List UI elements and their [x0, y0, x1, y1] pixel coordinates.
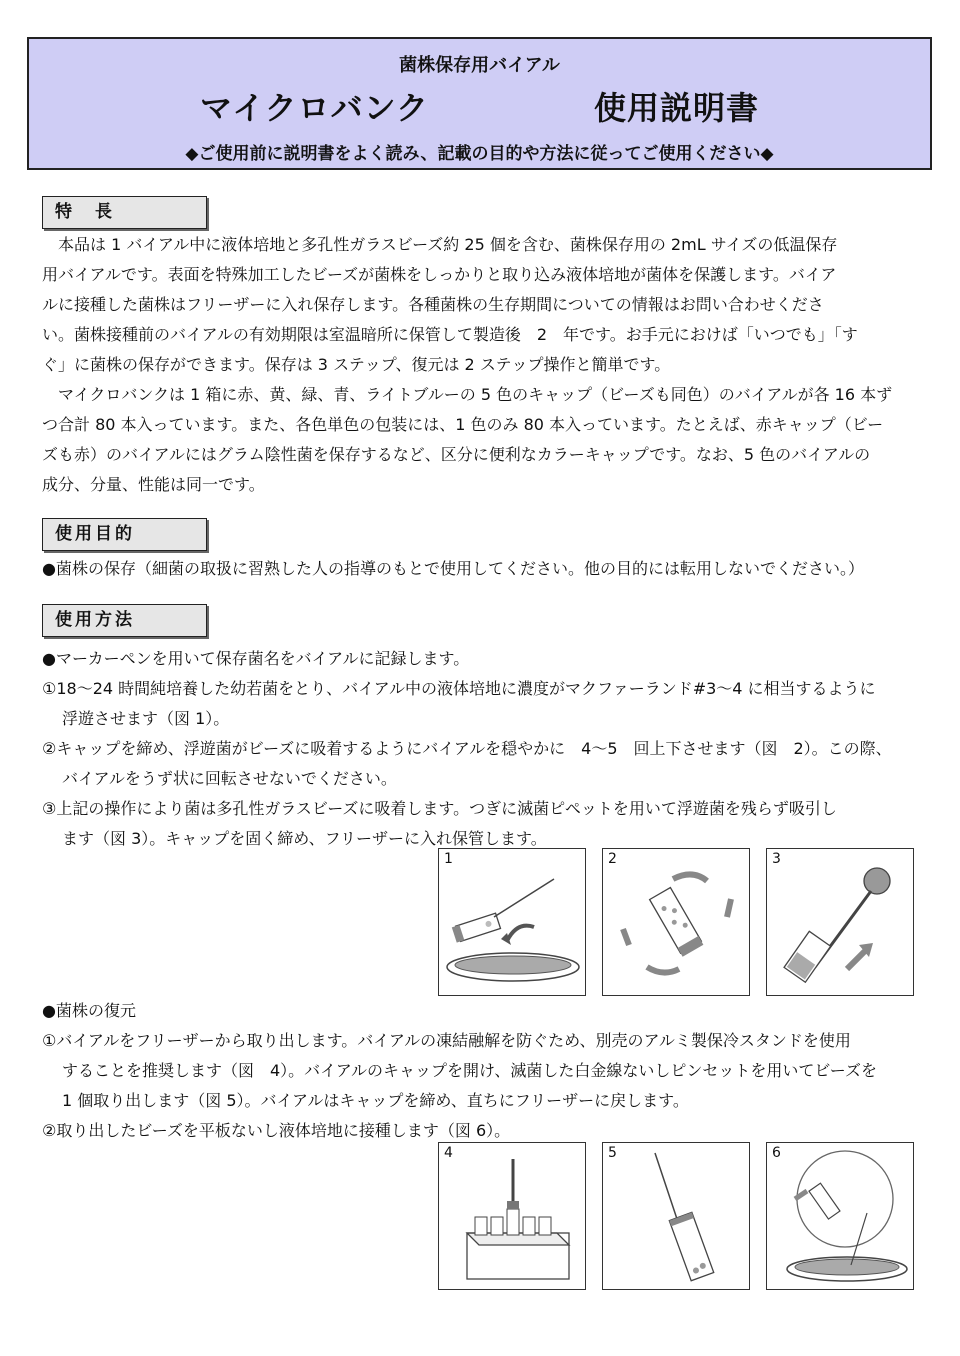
subtitle: 菌株保存用バイアル: [399, 55, 560, 76]
recovery-step-2: ②取り出したビーズを平板ないし液体培地に接種します（図 6）。: [42, 1121, 511, 1140]
figure-2: [602, 848, 750, 996]
features-line: ルに接種した菌株はフリーザーに入れ保存します。各種菌株の生存期間についての情報はお問い合わせくださ: [42, 295, 824, 314]
section-label-features: 特 長: [42, 196, 207, 229]
figure-2-illustration: [603, 849, 751, 997]
document-type: 使用説明書: [594, 89, 760, 127]
features-line: 本品は 1 バイアル中に液体培地と多孔性ガラスビーズ約 25 個を含む、菌株保存用の 2mL サイズの低温保存: [42, 235, 838, 254]
figure-number: 1: [444, 851, 453, 867]
features-line: つ合計 80 本入っています。また、各色単色の包装には、1 色のみ 80 本入っています。たとえば、赤キャップ（ビー: [42, 415, 884, 434]
figure-5: [602, 1142, 750, 1290]
figure-1: [438, 848, 586, 996]
recovery-title: ●菌株の復元: [42, 1001, 136, 1020]
recovery-step-1-cont: 1 個取り出します（図 5）。バイアルはキャップを締め、直ちにフリーザーに戻します。: [62, 1091, 689, 1110]
section-label-purpose: 使用目的: [42, 518, 207, 551]
figure-1-illustration: [439, 849, 587, 997]
document-header: [27, 37, 932, 170]
step-3: ③上記の操作により菌は多孔性ガラスビーズに吸着します。つぎに滅菌ピペットを用いて浮遊菌を残らず吸引し: [42, 799, 837, 818]
purpose-text: ●菌株の保存（細菌の取扱に習熟した人の指導のもとで使用してください。他の目的には転用しないでください。）: [42, 559, 864, 578]
step-2: ②キャップを締め、浮遊菌がビーズに吸着するようにバイアルを穏やかに 4～5 回上下させます（図 2）。この際、: [42, 739, 892, 758]
figure-number: 3: [772, 851, 781, 867]
page-title: [29, 83, 930, 129]
figure-5-illustration: [603, 1143, 751, 1291]
usage-notice: ◆ご使用前に説明書をよく読み、記載の目的や方法に従ってご使用ください◆: [185, 144, 774, 164]
marker-instruction: ●マーカーペンを用いて保存菌名をバイアルに記録します。: [42, 649, 470, 668]
figure-number: 5: [608, 1145, 617, 1161]
features-line: 成分、分量、性能は同一です。: [42, 475, 265, 494]
features-line: マイクロバンクは 1 箱に赤、黄、緑、青、ライトブルーの 5 色のキャップ（ビーズも同色）のバイアルが各 16 本ず: [42, 385, 893, 404]
figure-3-illustration: [767, 849, 915, 997]
figure-3: [766, 848, 914, 996]
figure-number: 4: [444, 1145, 453, 1161]
figure-6: [766, 1142, 914, 1290]
features-line: 用バイアルです。表面を特殊加工したビーズが菌株をしっかりと取り込み液体培地が菌体を保護します。バイア: [42, 265, 837, 284]
step-2-cont: バイアルをうず状に回転させないでください。: [62, 769, 397, 788]
figure-number: 2: [608, 851, 617, 867]
figure-6-illustration: [767, 1143, 915, 1291]
features-line: ズも赤）のバイアルにはグラム陰性菌を保存するなど、区分に便利なカラーキャップです。なお、5 色のバイアルの: [42, 445, 871, 464]
step-3-cont: ます（図 3）。キャップを固く締め、フリーザーに入れ保管します。: [62, 829, 547, 848]
figure-4-illustration: [439, 1143, 587, 1291]
features-line: ぐ」に菌株の保存ができます。保存は 3 ステップ、復元は 2 ステップ操作と簡単です。: [42, 355, 671, 374]
figure-4: [438, 1142, 586, 1290]
step-1-cont: 浮遊させます（図 1）。: [62, 709, 230, 728]
features-line: い。菌株接種前のバイアルの有効期限は室温暗所に保管して製造後 2 年です。お手元におけば「いつでも」「す: [42, 325, 858, 344]
step-1: ①18～24 時間純培養した幼若菌をとり、バイアル中の液体培地に濃度がマクファーランド#3～4 に相当するように: [42, 679, 876, 698]
product-name: マイクロバンク: [199, 89, 430, 127]
section-label-method: 使用方法: [42, 604, 207, 637]
recovery-step-1-cont: することを推奨します（図 4）。バイアルのキャップを開け、滅菌した白金線ないしピンセットを用いてビーズを: [62, 1061, 877, 1080]
figure-number: 6: [772, 1145, 781, 1161]
recovery-step-1: ①バイアルをフリーザーから取り出します。バイアルの凍結融解を防ぐため、別売のアルミ製保冷スタンドを使用: [42, 1031, 851, 1050]
